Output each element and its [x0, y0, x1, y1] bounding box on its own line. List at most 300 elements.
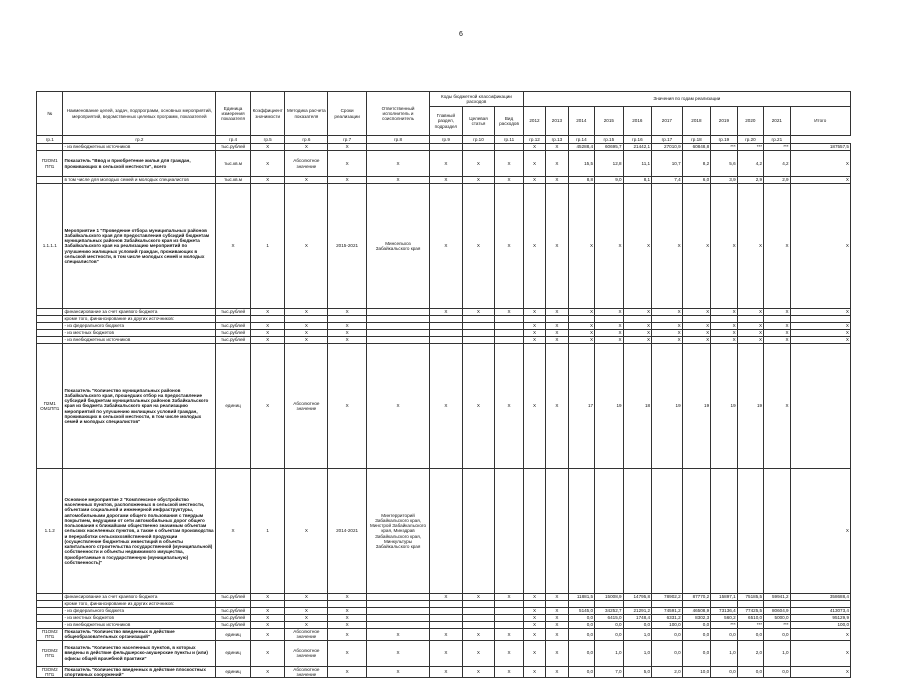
value-cell: Х [623, 330, 652, 337]
value-cell: 0,0 [595, 622, 624, 629]
table-cell: Х [328, 608, 367, 615]
table-cell [430, 144, 463, 151]
column-number-cell: гр.16 [623, 136, 652, 144]
header-cell: Коды бюджетной классификации расходов [430, 92, 524, 107]
value-cell: 34252,7 [595, 608, 624, 615]
value-cell: 78902,2 [652, 594, 683, 601]
value-cell: 0,0 [568, 666, 594, 678]
value-cell: Х [711, 309, 737, 316]
value-cell: 2,9 [737, 177, 763, 184]
value-cell: Х [546, 309, 568, 316]
header-cell: 2016 [623, 107, 652, 136]
value-cell: 75185,5 [737, 594, 763, 601]
value-cell: 358688,4 [790, 594, 850, 601]
value-cell: 5,6 [711, 151, 737, 177]
value-cell: Х [711, 184, 737, 309]
table-cell: Х [285, 309, 328, 316]
value-cell [523, 469, 545, 594]
value-cell: 4,2 [737, 151, 763, 177]
table-cell: Х [328, 666, 367, 678]
value-cell: 560,2 [711, 615, 737, 622]
value-cell: Х [546, 615, 568, 622]
table-cell [366, 316, 429, 323]
header-cell: 2012 [523, 107, 545, 136]
value-cell: Х [523, 629, 545, 641]
table-cell: Х [366, 177, 429, 184]
table-cell [430, 622, 463, 629]
table-cell: тыс.кв.м [216, 177, 251, 184]
row-name-cell: - из федерального бюджета [63, 323, 216, 330]
header-cell: Значения по годам реализации [523, 92, 850, 107]
table-cell [495, 316, 524, 323]
table-row [37, 608, 851, 615]
value-cell: Х [595, 337, 624, 344]
table-cell [462, 144, 495, 151]
value-cell: Х [568, 323, 594, 330]
header-cell: 2018 [682, 107, 711, 136]
header-cell: 2017 [652, 107, 683, 136]
value-cell: Х [737, 184, 763, 309]
value-cell: 15008,9 [595, 594, 624, 601]
value-cell: 1748,4 [623, 615, 652, 622]
value-cell: 100,0 [652, 622, 683, 629]
value-cell [652, 316, 683, 323]
row-id-cell: 1.1.1.1 [37, 184, 63, 309]
value-cell: *** [711, 144, 737, 151]
table-cell: Х [462, 177, 495, 184]
table-cell: Х [328, 337, 367, 344]
column-number-cell: гр.7 [328, 136, 367, 144]
value-cell: *** [764, 622, 790, 629]
table-cell [366, 615, 429, 622]
table-cell: Х [462, 151, 495, 177]
value-cell [523, 601, 545, 608]
value-cell: Х [764, 337, 790, 344]
table-cell [285, 316, 328, 323]
value-cell: Х [595, 323, 624, 330]
row-id-cell [37, 608, 63, 615]
value-cell: Х [546, 323, 568, 330]
value-cell [546, 469, 568, 594]
value-cell: 19 [682, 344, 711, 469]
table-cell: Х [462, 594, 495, 601]
header-cell: Методика расчета показателя [285, 92, 328, 136]
value-cell: Х [523, 666, 545, 678]
value-cell [790, 601, 850, 608]
header-cell: Коэффициент значимости [250, 92, 285, 136]
value-cell: Х [737, 309, 763, 316]
value-cell: Х [711, 323, 737, 330]
value-cell: Х [623, 337, 652, 344]
table-cell: Х [285, 594, 328, 601]
value-cell: 413073,4 [790, 608, 850, 615]
value-cell: 1,0 [595, 640, 624, 666]
value-cell: 8,1 [623, 177, 652, 184]
value-cell: Х [523, 622, 545, 629]
value-cell: Х [546, 608, 568, 615]
row-id-cell [37, 309, 63, 316]
value-cell: 3,9 [711, 177, 737, 184]
value-cell: 59941,2 [764, 594, 790, 601]
value-cell: Х [523, 337, 545, 344]
header-cell: 2021 [764, 107, 790, 136]
row-name-cell: Мероприятие 1 "Проведение отбора муниципальных районов Забайкальского края для предоставления субсидий бюджетам муниципальных районов Забайкальского края из бюджета Забайкальского края на реализацию мероприятий по улучшению жилищных условий граждан, проживающих в сельской местности, в том числе молодых семей и молодых специалистов" [63, 184, 216, 309]
table-cell: Х [285, 177, 328, 184]
table-cell: Х [430, 594, 463, 601]
value-cell: 60848,8 [682, 144, 711, 151]
row-name-cell: Основное мероприятие 2 "Комплексное обустройство населенных пунктов, расположенных в сельской местности, объектами социальной и инженерной инфраструктуры, автомобильными дорогами общего пользования с твердым покрытием, ведущими от сети автомобильных дорог общего пользования к ближайшим общественно значимым объектам сельских населенных пунктов, а также к объектам производства и переработки сельскохозяйственной продукции (осуществление бюджетных инвестиций в объекты капитального строительства государственной (муниципальной) собственности и объекты недвижимого имущества, приобретаемые в государственную (муниципальную) собственность)" [63, 469, 216, 594]
table-cell: Абсолютное значение [285, 640, 328, 666]
table-cell [366, 323, 429, 330]
table-cell: Х [328, 330, 367, 337]
value-cell [764, 601, 790, 608]
value-cell: Х [523, 330, 545, 337]
table-cell: Х [430, 640, 463, 666]
header-cell: 2014 [568, 107, 594, 136]
value-cell: 0,0 [595, 629, 624, 641]
column-number-cell: гр.1 [37, 136, 63, 144]
column-number-cell: гр.20 [737, 136, 763, 144]
value-cell: 0,0 [568, 622, 594, 629]
table-cell: Абсолютное значение [285, 666, 328, 678]
value-cell: Х [595, 330, 624, 337]
value-cell: Х [595, 309, 624, 316]
value-cell: Х [652, 309, 683, 316]
value-cell: 0,0 [623, 622, 652, 629]
table-row [37, 337, 851, 344]
value-cell: 8302,3 [682, 615, 711, 622]
table-cell: тыс.рублей [216, 144, 251, 151]
value-cell: 0,0 [682, 629, 711, 641]
table-cell [462, 330, 495, 337]
value-cell: 77425,5 [737, 608, 763, 615]
value-cell: Х [737, 323, 763, 330]
row-name-cell: Показатель "Количество муниципальных районов Забайкальского края, прошедших отбор на предоставление субсидий бюджетам муниципальных районов Забайкальского края из бюджета Забайкальского края на реализацию мероприятий по улучшению жилищных условий граждан, проживающих в сельской местности, в том числе молодых семей и молодых специалистов" [63, 344, 216, 469]
row-name-cell: - из местных бюджетов [63, 615, 216, 622]
header-cell: № [37, 92, 63, 136]
value-cell: Х [790, 184, 850, 309]
row-id-cell: П2М1 ОМ1ПП1 [37, 344, 63, 469]
value-cell [595, 469, 624, 594]
table-cell [430, 608, 463, 615]
table-cell: Х [328, 615, 367, 622]
table-cell: Х [285, 323, 328, 330]
table-cell: Х [250, 666, 285, 678]
value-cell: Х [546, 184, 568, 309]
value-cell: 9,0 [595, 177, 624, 184]
value-cell: Х [546, 151, 568, 177]
value-cell: 6415,0 [595, 615, 624, 622]
table-row [37, 309, 851, 316]
value-cell: Х [523, 344, 545, 469]
table-row [37, 622, 851, 629]
value-cell: 0,0 [711, 666, 737, 678]
table-cell: Х [250, 323, 285, 330]
value-cell: Х [652, 330, 683, 337]
value-cell: 60695,7 [595, 144, 624, 151]
table-cell [430, 330, 463, 337]
value-cell: Х [682, 330, 711, 337]
table-cell [462, 323, 495, 330]
table-cell [285, 601, 328, 608]
page-number: 6 [459, 31, 463, 38]
column-number-cell: гр.5 [250, 136, 285, 144]
value-cell [546, 316, 568, 323]
value-cell: 5000,0 [764, 615, 790, 622]
value-cell: Х [546, 337, 568, 344]
value-cell: 8,2 [682, 151, 711, 177]
value-cell: 19 [595, 344, 624, 469]
table-cell: Х [495, 594, 524, 601]
column-number-cell: гр.12 [523, 136, 545, 144]
value-cell: Х [682, 323, 711, 330]
value-cell: Х [523, 144, 545, 151]
value-cell [737, 601, 763, 608]
column-number-cell: гр.19 [711, 136, 737, 144]
row-name-cell: - из внебюджетных источников [63, 337, 216, 344]
table-cell [216, 601, 251, 608]
value-cell: 80604,9 [764, 608, 790, 615]
value-cell: 11881,5 [568, 594, 594, 601]
row-name-cell: - из местных бюджетов [63, 330, 216, 337]
table-cell: Х [430, 666, 463, 678]
table-cell [495, 330, 524, 337]
table-cell [366, 608, 429, 615]
value-cell: 0,0 [764, 666, 790, 678]
value-cell: 0,0 [711, 629, 737, 641]
table-cell [366, 622, 429, 629]
column-number-cell: гр.11 [495, 136, 524, 144]
table-cell: Х [216, 184, 251, 309]
header-cell: 2019 [711, 107, 737, 136]
value-cell: 7,4 [652, 177, 683, 184]
table-row [37, 177, 851, 184]
value-cell: Х [711, 330, 737, 337]
row-id-cell [37, 323, 63, 330]
table-cell: Х [250, 309, 285, 316]
value-cell [595, 601, 624, 608]
value-cell [711, 469, 737, 594]
table-cell: Х [328, 144, 367, 151]
column-number-cell: гр.6 [285, 136, 328, 144]
value-cell: 1,0 [711, 640, 737, 666]
table-cell: тыс.рублей [216, 594, 251, 601]
value-cell: 2,0 [737, 640, 763, 666]
value-cell: 19 [652, 344, 683, 469]
row-id-cell: П2ОМ2 ПП1 [37, 640, 63, 666]
value-cell: 187557,5 [790, 144, 850, 151]
table-cell: Х [495, 629, 524, 641]
value-cell: 7,0 [595, 666, 624, 678]
table-cell: Х [462, 344, 495, 469]
value-cell: 12,8 [595, 151, 624, 177]
value-cell: Х [546, 640, 568, 666]
value-cell: 1,0 [764, 640, 790, 666]
value-cell [764, 469, 790, 594]
table-cell: Минтерриторий Забайкальского края, Минстрой Забайкальского края, Минздрав Забайкальского края, Минкультуры Забайкальского края [366, 469, 429, 594]
table-cell: Х [285, 615, 328, 622]
value-cell [568, 316, 594, 323]
row-name-cell: - из федерального бюджета [63, 608, 216, 615]
row-name-cell: финансирование за счет краевого бюджета [63, 309, 216, 316]
row-id-cell [37, 337, 63, 344]
table-cell: тыс.рублей [216, 615, 251, 622]
table-cell: тыс.рублей [216, 622, 251, 629]
value-cell: Х [568, 309, 594, 316]
table-cell: единиц [216, 629, 251, 641]
row-id-cell: П3ОМ2 ПП1 [37, 666, 63, 678]
row-id-cell [37, 615, 63, 622]
table-cell: Х [430, 344, 463, 469]
table-cell: Х [328, 594, 367, 601]
value-cell [764, 316, 790, 323]
header-cell: Единица измерения показателя [216, 92, 251, 136]
table-cell: Х [328, 640, 367, 666]
header-cell: Главный раздел, подраздел [430, 107, 463, 136]
row-name-cell: Показатель "Количество введенных в действие плоскостных спортивных сооружений" [63, 666, 216, 678]
table-cell: 2014-2021 [328, 469, 367, 594]
row-id-cell [37, 601, 63, 608]
value-cell [595, 316, 624, 323]
value-cell: Х [523, 615, 545, 622]
row-id-cell: П1ОМ2 ПП1 [37, 629, 63, 641]
table-cell: Х [430, 184, 463, 309]
table-cell [430, 323, 463, 330]
table-row [37, 629, 851, 641]
table-row [37, 469, 851, 594]
table-cell: Х [328, 629, 367, 641]
value-cell [737, 316, 763, 323]
column-number-cell: гр.4 [216, 136, 251, 144]
table-cell: Х [462, 640, 495, 666]
row-name-cell: Показатель "Количество введенных в действие общеобразовательных организаций" [63, 629, 216, 641]
row-name-cell: кроме того, финансирование из других источников: [63, 601, 216, 608]
value-cell: 15897,1 [711, 594, 737, 601]
value-cell: 4,2 [764, 151, 790, 177]
table-cell: Х [430, 309, 463, 316]
table-cell: Х [495, 151, 524, 177]
value-cell: 46508,9 [682, 608, 711, 615]
value-cell: 19 [711, 344, 737, 469]
value-cell: Х [546, 594, 568, 601]
table-cell: Х [328, 151, 367, 177]
value-cell: 1,0 [623, 629, 652, 641]
row-name-cell: в том числе для молодых семей и молодых специалистов [63, 177, 216, 184]
value-cell: Х [764, 323, 790, 330]
table-row [37, 615, 851, 622]
column-number-cell: гр.15 [595, 136, 624, 144]
column-number-cell: гр.2 [63, 136, 216, 144]
table-cell: Х [285, 608, 328, 615]
table-cell [462, 601, 495, 608]
value-cell: Х [546, 177, 568, 184]
table-cell: Х [250, 337, 285, 344]
value-cell: 2,9 [764, 177, 790, 184]
table-cell: Х [285, 337, 328, 344]
table-cell: Х [430, 151, 463, 177]
table-cell: Х [250, 608, 285, 615]
row-name-cell: кроме того, финансирование из других источников: [63, 316, 216, 323]
table-cell [462, 608, 495, 615]
table-cell: Х [216, 469, 251, 594]
table-cell [462, 316, 495, 323]
table-cell: единиц [216, 666, 251, 678]
table-cell: тыс.рублей [216, 309, 251, 316]
value-cell: 95129,9 [790, 615, 850, 622]
table-cell [462, 469, 495, 594]
row-name-cell: Показатель "Ввод и приобретение жилья для граждан, проживающих в сельской местности", всего [63, 151, 216, 177]
value-cell: Х [790, 666, 850, 678]
value-cell: Х [595, 184, 624, 309]
value-cell [568, 601, 594, 608]
table-cell: Х [250, 177, 285, 184]
value-cell [523, 316, 545, 323]
table-cell: 1 [250, 184, 285, 309]
table-cell: Х [285, 469, 328, 594]
table-cell: Х [495, 640, 524, 666]
value-cell: Х [523, 323, 545, 330]
table-cell [250, 601, 285, 608]
column-number-cell: гр.14 [568, 136, 594, 144]
table-cell: Абсолютное значение [285, 344, 328, 469]
table-cell [328, 316, 367, 323]
table-cell [250, 316, 285, 323]
value-cell [682, 316, 711, 323]
table-cell [495, 622, 524, 629]
table-cell [366, 337, 429, 344]
value-cell: Х [523, 594, 545, 601]
table-cell: Х [462, 666, 495, 678]
value-cell: 87770,2 [682, 594, 711, 601]
table-cell: тыс.рублей [216, 330, 251, 337]
row-name-cell: финансирование за счет краевого бюджета [63, 594, 216, 601]
value-cell: 0,0 [737, 666, 763, 678]
value-cell: 5145,0 [568, 608, 594, 615]
value-cell: 18 [623, 344, 652, 469]
table-cell: Х [366, 640, 429, 666]
value-cell: 0,0 [652, 640, 683, 666]
table-cell [430, 337, 463, 344]
value-cell: Х [764, 344, 790, 469]
value-cell: 0,0 [764, 629, 790, 641]
table-cell: Х [430, 629, 463, 641]
value-cell: Х [790, 337, 850, 344]
table-cell [366, 601, 429, 608]
value-cell: 17 [568, 344, 594, 469]
value-cell [652, 469, 683, 594]
row-id-cell [37, 330, 63, 337]
table-cell [366, 144, 429, 151]
table-cell [495, 608, 524, 615]
table-cell: Х [495, 309, 524, 316]
table-row [37, 316, 851, 323]
value-cell: Х [711, 337, 737, 344]
value-cell: 10,7 [652, 151, 683, 177]
value-cell: Х [682, 337, 711, 344]
value-cell: *** [737, 622, 763, 629]
table-row [37, 323, 851, 330]
value-cell: 1,0 [623, 640, 652, 666]
row-name-cell: - из внебюджетных источников [63, 144, 216, 151]
row-id-cell: П2ОМ1 ПП1 [37, 151, 63, 177]
table-cell: Х [495, 177, 524, 184]
table-cell: Х [285, 330, 328, 337]
value-cell: Х [546, 344, 568, 469]
table-cell [366, 594, 429, 601]
value-cell: Х [790, 177, 850, 184]
table-cell [495, 337, 524, 344]
value-cell: Х [523, 184, 545, 309]
